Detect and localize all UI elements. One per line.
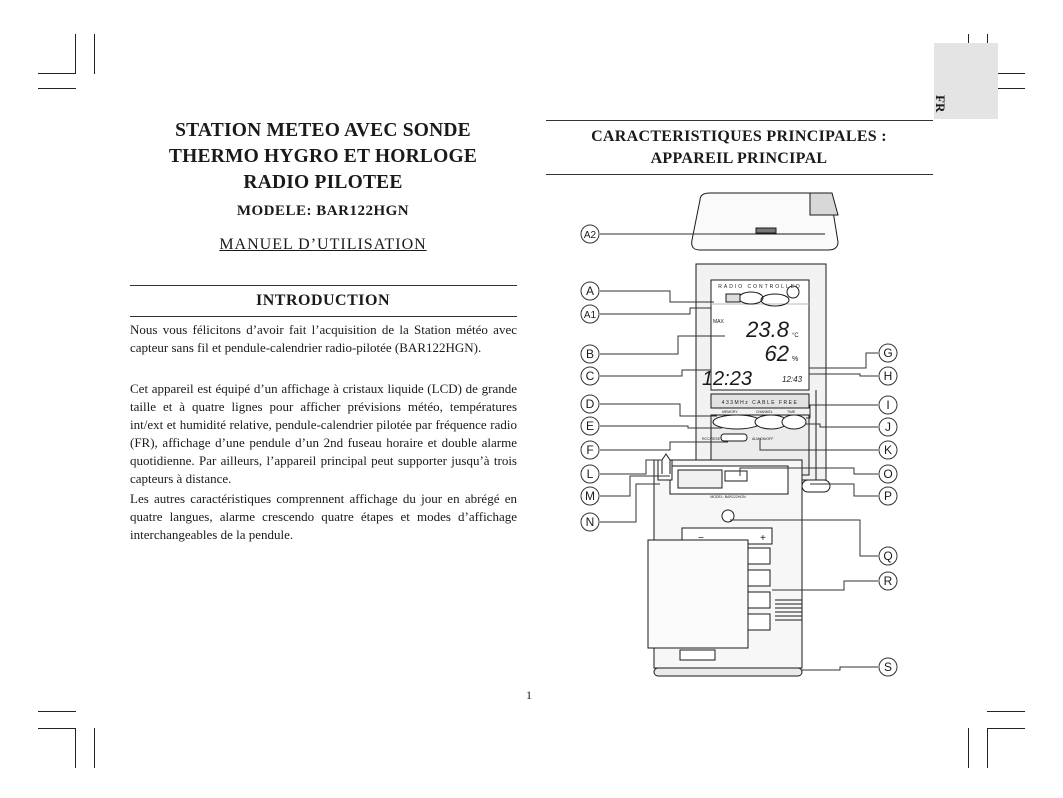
lcd-humidity: 62 <box>764 341 789 366</box>
manual-subtitle <box>130 236 516 254</box>
title-line: THERMO HYGRO ET HORLOGE <box>168 146 478 167</box>
lcd-header: RADIO CONTROLLED <box>718 284 802 290</box>
language-tab <box>934 43 998 119</box>
lcd-footer: 433MHz CABLE FREE <box>721 400 799 406</box>
crop-mark <box>987 728 1025 729</box>
crop-mark <box>968 728 969 768</box>
battery-minus-sign: − <box>698 533 704 544</box>
callout-label: L <box>586 467 594 481</box>
product-diagram <box>570 190 910 690</box>
callout-label: S <box>883 660 893 674</box>
callout-label: B <box>585 347 595 361</box>
callout-label: F <box>586 443 594 457</box>
callout-label: A1 <box>583 310 597 321</box>
divider <box>546 174 933 175</box>
button-label-channel: CHANNEL <box>756 410 773 414</box>
button-label-alarm: ALM ON/OFF <box>752 437 774 441</box>
divider <box>130 285 517 286</box>
page-number: 1 <box>526 688 532 702</box>
crop-mark <box>38 728 76 729</box>
callout-label: Q <box>883 549 893 563</box>
title-line: RADIO PILOTEE <box>243 172 403 193</box>
callout-label: E <box>585 419 595 433</box>
callout-label: A <box>585 284 595 298</box>
lcd-temp-unit: °C <box>792 333 799 339</box>
document-title <box>130 118 516 196</box>
callout-label: I <box>886 398 890 412</box>
language-tab-label: FR <box>933 95 948 113</box>
lcd-max-label: MAX <box>713 319 724 325</box>
button-label-memory: MEMORY <box>722 410 738 414</box>
divider <box>130 316 517 317</box>
crop-mark <box>38 88 76 89</box>
battery-compartment-drawing <box>648 454 802 676</box>
callout-label: N <box>585 515 595 529</box>
callout-label: K <box>883 443 893 457</box>
callout-label: M <box>585 489 595 503</box>
section-heading-line: CARACTERISTIQUES PRINCIPALES : <box>591 128 887 145</box>
callout-label: J <box>885 420 891 434</box>
lcd-humidity-unit: % <box>792 356 799 363</box>
model-plate: MODEL: BAR122HGN <box>710 495 746 499</box>
battery-plus-sign: + <box>760 533 766 544</box>
crop-mark <box>75 728 76 768</box>
callout-label: O <box>883 467 893 481</box>
intro-paragraph: Cet appareil est équipé d’un affichage à cristaux liquide (LCD) de grande taille et à quatre lignes pour afficher prévisions météo, températures int/ext et humidité relative, pendule-calendrier pilotée par fréquence radio (FR), affichage d’une pendule d’un 2nd fuseau horaire et double alarme quotidienne. Par ailleurs, l’appareil principal peut supporter jusqu’à trois capteurs à distance. <box>130 381 517 486</box>
button-label-rcc: RCC/RESET <box>702 437 723 441</box>
callout-label: P <box>883 489 893 503</box>
lcd-small-clock: 12:43 <box>782 375 803 384</box>
section-heading <box>546 126 932 170</box>
button-label-time: TIME <box>787 410 796 414</box>
section-heading: INTRODUCTION <box>255 292 390 309</box>
model-label: MODELE: BAR122HGN <box>236 203 410 219</box>
crop-mark <box>38 73 76 74</box>
callout-label: G <box>883 346 893 360</box>
crop-mark <box>94 34 95 74</box>
intro-paragraph: Les autres caractéristiques comprennent affichage du jour en abrégé en quatre langues, alarme crescendo quatre étapes et modes d’affichage interchangeables de la pendule. <box>130 491 517 542</box>
stand-drawing <box>692 193 838 250</box>
crop-mark <box>987 728 988 768</box>
section-heading-line: APPAREIL PRINCIPAL <box>650 150 828 167</box>
callout-label: A2 <box>583 230 597 241</box>
callout-label: H <box>883 369 893 383</box>
title-line: STATION METEO AVEC SONDE <box>175 120 471 141</box>
manual-subtitle-text: MANUEL D’UTILISATION <box>219 236 427 253</box>
lcd-clock: 12:23 <box>701 368 752 390</box>
crop-mark <box>94 728 95 768</box>
callout-label: C <box>585 369 595 383</box>
divider <box>546 120 933 121</box>
callout-label: R <box>883 574 893 588</box>
lcd-temperature: 23.8 <box>746 317 789 342</box>
crop-mark <box>38 711 76 712</box>
callout-label: D <box>585 397 595 411</box>
intro-paragraph: Nous vous félicitons d’avoir fait l’acquisition de la Station météo avec capteur sans fil et pendule-calendrier radio-pilotée (BAR122HGN). <box>130 322 517 355</box>
crop-mark <box>75 34 76 74</box>
crop-mark <box>987 711 1025 712</box>
